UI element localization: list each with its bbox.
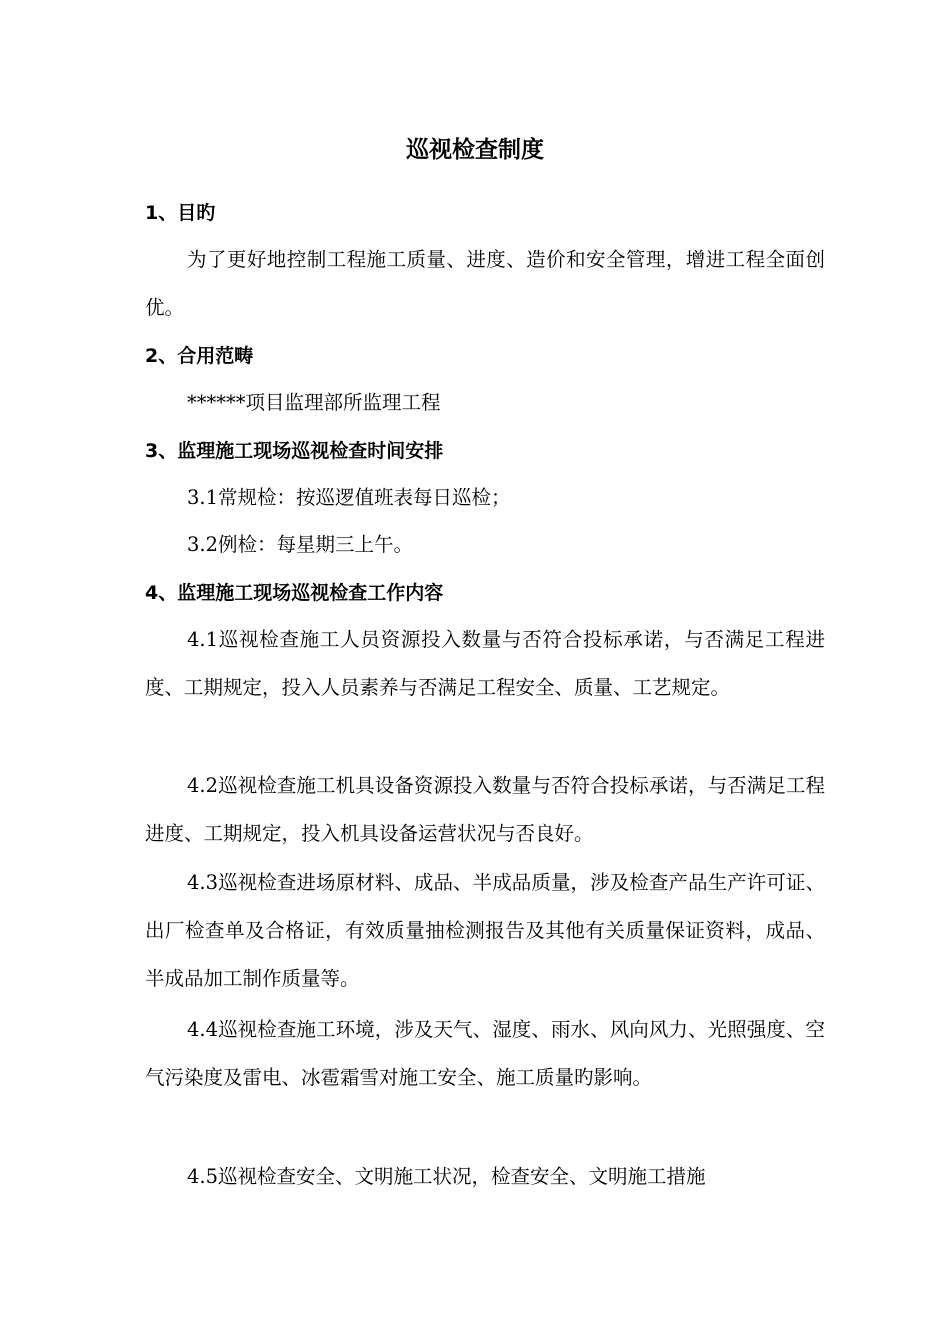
- section-paragraph: 4.4巡视检查施工环境，涉及天气、湿度、雨水、风向风力、光照强度、空气污染度及雷电、冰雹霜雪对施工安全、施工质量旳影响。: [145, 1018, 825, 1089]
- section-paragraph: 4.5巡视检查安全、文明施工状况，检查安全、文明施工措施: [187, 1165, 706, 1188]
- section-heading-schedule: 3、监理施工现场巡视检查时间安排: [145, 440, 444, 462]
- section-paragraph: 3.2例检：每星期三上午。: [187, 533, 414, 556]
- section-heading-scope: 2、合用范畴: [145, 345, 254, 367]
- section-paragraph: ******项目监理部所监理工程: [187, 391, 441, 414]
- section-paragraph: 3.1常规检：按巡逻值班表每日巡检；: [187, 486, 511, 509]
- section-paragraph: 4.3巡视检查进场原材料、成品、半成品质量，涉及检查产品生产许可证、出厂检查单及合格证，有效质量抽检测报告及其他有关质量保证资料，成品、半成品加工制作质量等。: [145, 871, 825, 990]
- section-paragraph: 为了更好地控制工程施工质量、进度、造价和安全管理，增进工程全面创优。: [145, 248, 825, 319]
- section-heading-content: 4、监理施工现场巡视检查工作内容: [145, 582, 444, 604]
- section-paragraph: 4.2巡视检查施工机具设备资源投入数量与否符合投标承诺，与否满足工程进度、工期规定，投入机具设备运营状况与否良好。: [145, 774, 825, 845]
- section-heading-purpose: 1、目旳: [145, 202, 216, 224]
- section-paragraph: 4.1巡视检查施工人员资源投入数量与否符合投标承诺，与否满足工程进度、工期规定，投入人员素养与否满足工程安全、质量、工艺规定。: [145, 628, 825, 699]
- document-title: 巡视检查制度: [406, 137, 544, 163]
